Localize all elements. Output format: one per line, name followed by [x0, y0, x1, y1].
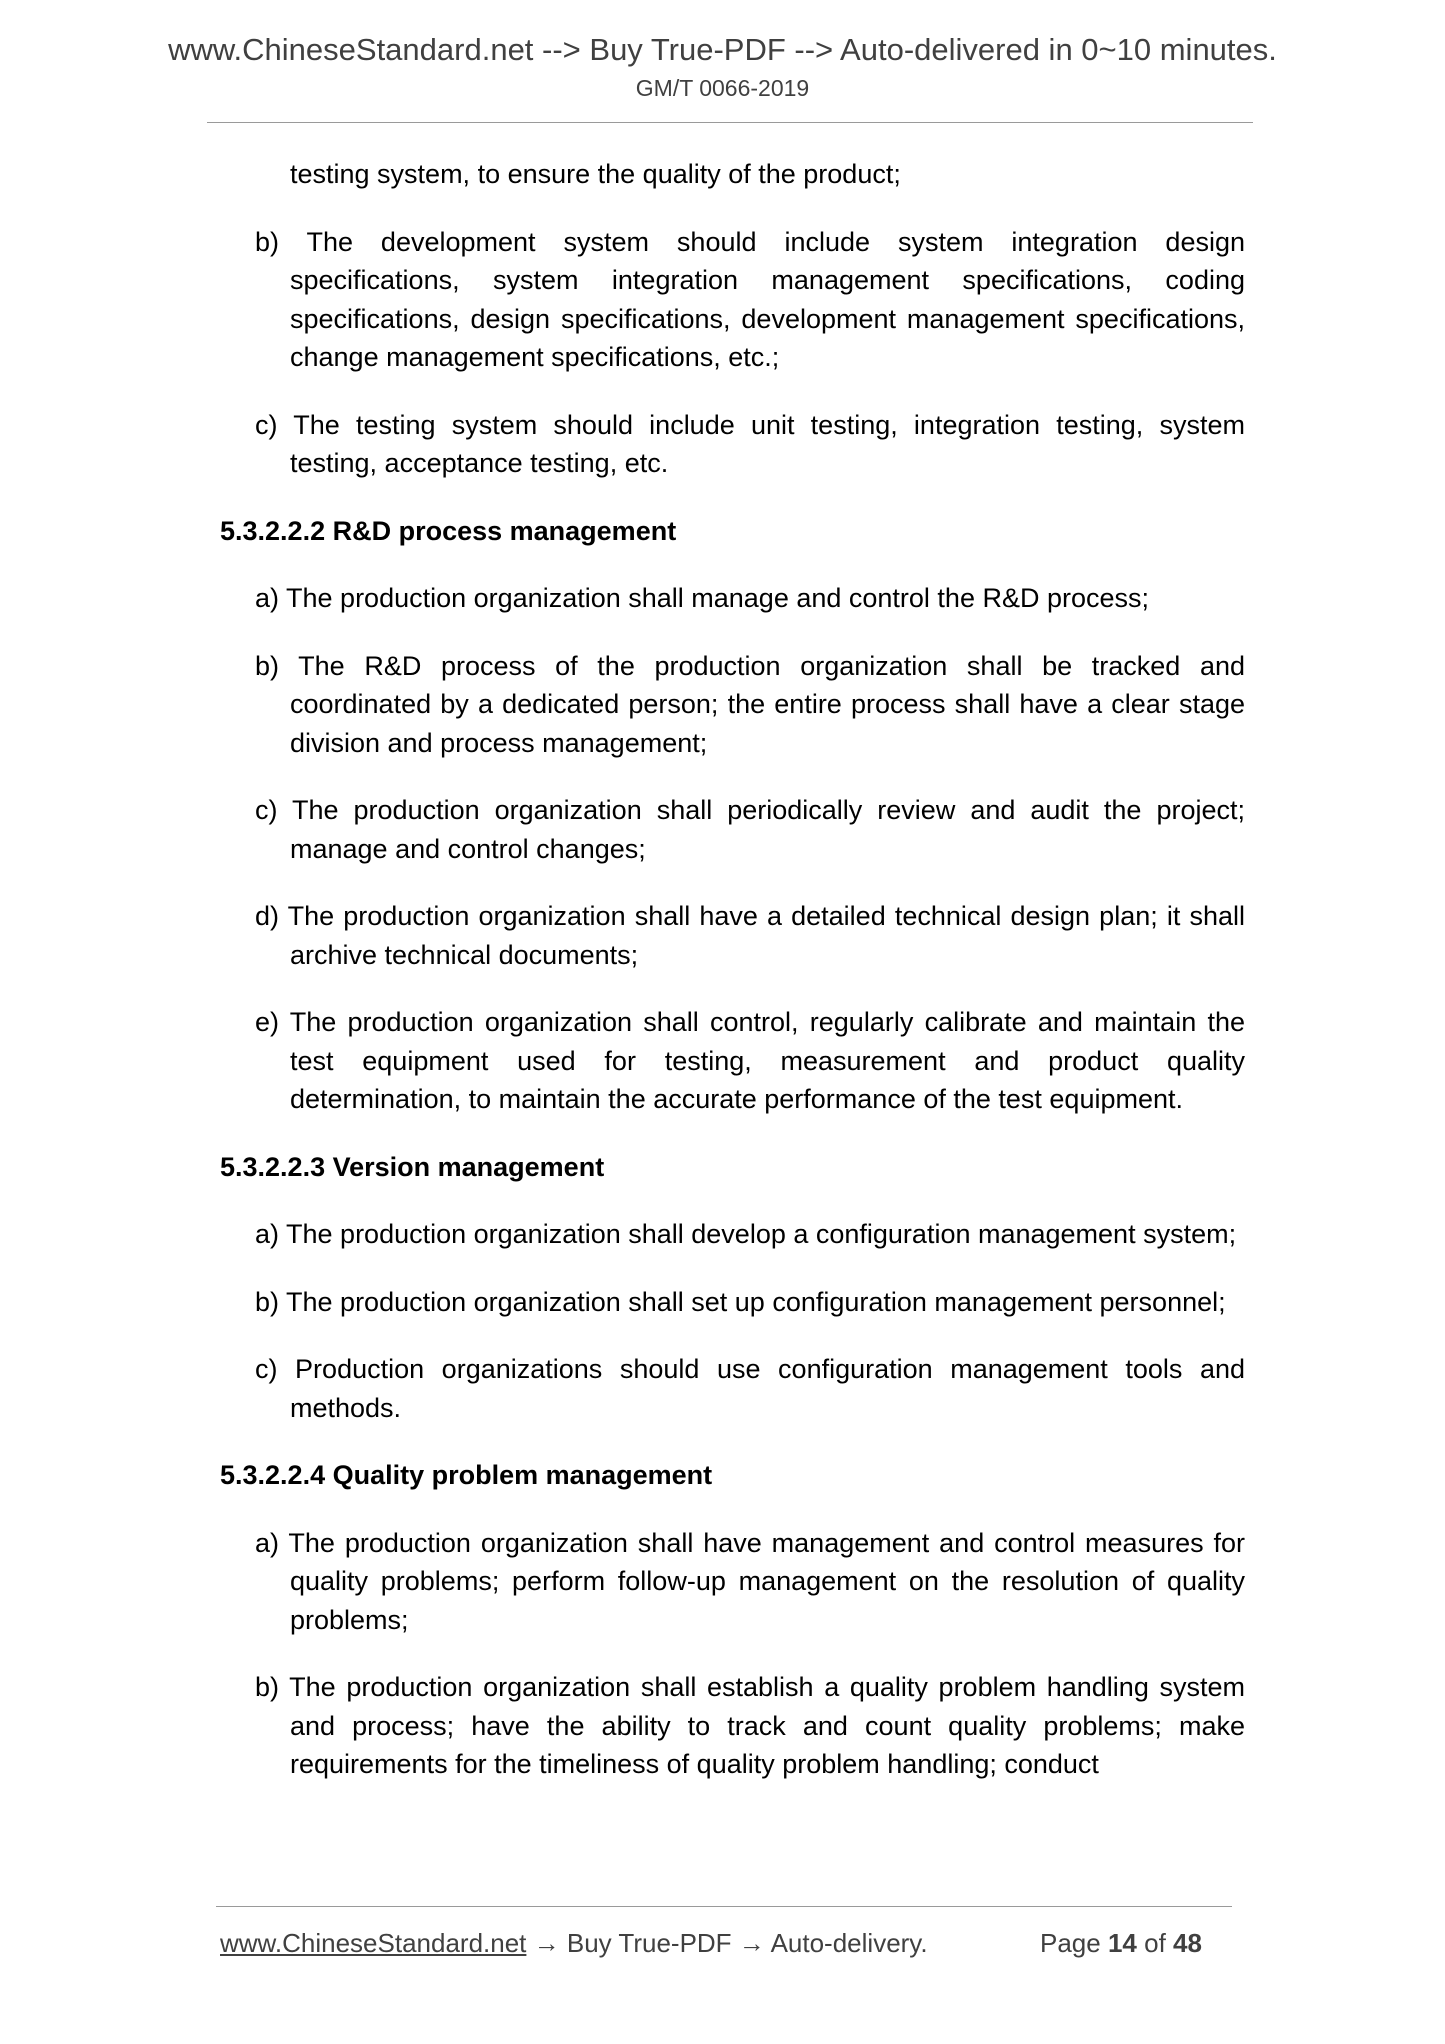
list-item-version-b: b) The production organization shall set up configuration management personnel;: [255, 1286, 1226, 1317]
list-item-top-c: c) The testing system should include unit testing, integration testing, system testing, acceptance testing, etc.: [255, 409, 1245, 478]
section-heading-version: 5.3.2.2.3 Version management: [220, 1151, 605, 1182]
footer-promo-text: → Buy True-PDF → Auto-delivery.: [526, 1928, 928, 1958]
list-item-rd-b: b) The R&D process of the production organization shall be tracked and coordinated by a dedicated person; the entire process shall have a clear stage division and process management;: [255, 650, 1245, 758]
list-item-top-b: b) The development system should include system integration design specifications, system integration management specifications, coding specifications, design specifications, development management specifications, change management specifications, etc.;: [255, 226, 1245, 372]
standard-code: GM/T 0066-2019: [635, 75, 810, 101]
list-item-quality-b: b) The production organization shall establish a quality problem handling system and process; have the ability to track and count quality problems; make requirements for the timeliness of quality problem handling; conduct: [255, 1672, 1245, 1779]
total-pages: 48: [1173, 1928, 1202, 1958]
list-item-rd-e: e) The production organization shall control, regularly calibrate and maintain the test equipment used for testing, measurement and product quality determination, to maintain the accurate performance of the test equipment.: [255, 1007, 1245, 1114]
header-divider: [207, 122, 1253, 123]
section-heading-quality: 5.3.2.2.4 Quality problem management: [220, 1460, 713, 1490]
footer-divider: [216, 1906, 1232, 1907]
list-item-rd-a: a) The production organization shall manage and control the R&D process;: [255, 583, 1150, 613]
list-item-quality-a: a) The production organization shall have management and control measures for quality problems; perform follow-up management on the resolution of quality problems;: [255, 1527, 1245, 1635]
document-body: [220, 155, 1245, 1813]
page-label: Page: [1040, 1928, 1101, 1958]
list-item-rd-c: c) The production organization shall periodically review and audit the project; manage and control changes;: [255, 795, 1245, 864]
list-item-version-a: a) The production organization shall develop a configuration management system;: [255, 1219, 1237, 1249]
section-heading-rd-process: 5.3.2.2.2 R&D process management: [220, 515, 677, 546]
footer-site-link[interactable]: www.ChineseStandard.net: [220, 1928, 527, 1958]
list-item-rd-d: d) The production organization shall have a detailed technical design plan; it shall archive technical documents;: [255, 901, 1245, 970]
footer-promo: [220, 1928, 928, 1959]
page-indicator: [1040, 1928, 1202, 1959]
header-banner: www.ChineseStandard.net --> Buy True-PDF --> Auto-delivered in 0~10 minutes.: [168, 32, 1277, 67]
of-label: of: [1144, 1928, 1166, 1958]
list-item-version-c: c) Production organizations should use configuration management tools and methods.: [255, 1354, 1245, 1423]
page-number: 14: [1107, 1928, 1137, 1958]
intro-continuation: testing system, to ensure the quality of the product;: [290, 159, 901, 189]
